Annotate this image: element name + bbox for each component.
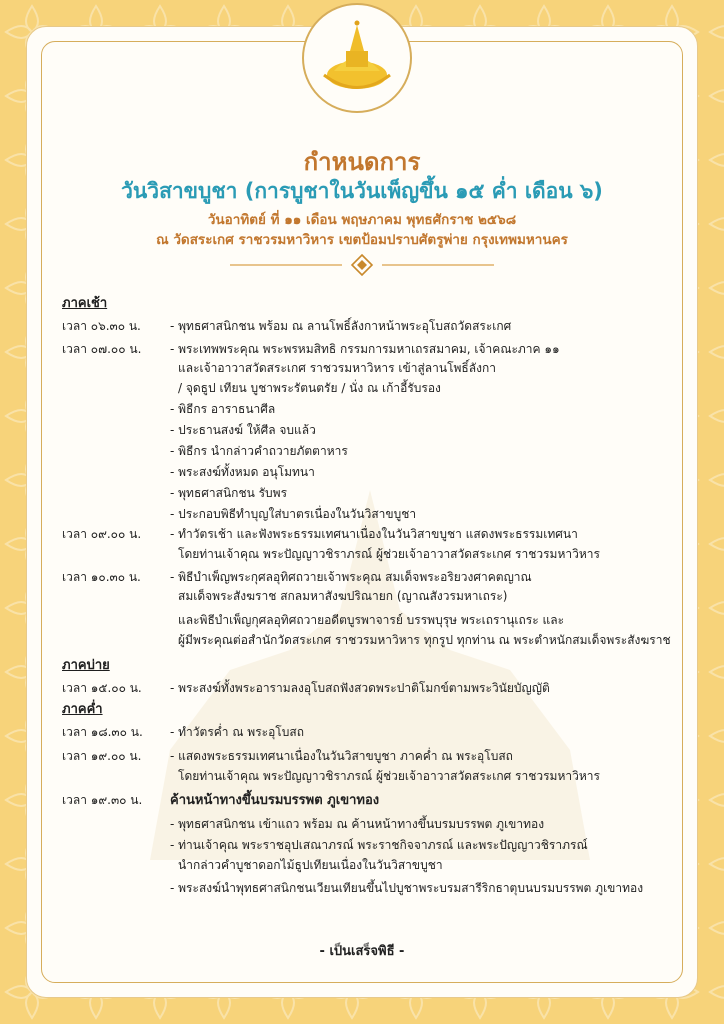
schedule-row xyxy=(62,318,511,334)
schedule-text: - ทำวัตรค่ำ ณ พระอุโบสถ xyxy=(170,725,304,739)
schedule-text: ผู้มีพระคุณต่อสำนักวัดสระเกศ ราชวรมหาวิหาร ทุกรูป ทุกท่าน ณ พระตำหนักสมเด็จพระสังฆราช xyxy=(178,633,671,647)
schedule-text: โดยท่านเจ้าคุณ พระปัญญาวชิราภรณ์ ผู้ช่วยเจ้าอาวาสวัดสระเกศ ราชวรมหาวิหาร xyxy=(178,547,600,561)
event-place: ณ วัดสระเกศ ราชวรมหาวิหาร เขตป้อมปราบศัตรูพ่าย กรุงเทพมหานคร xyxy=(156,232,568,248)
schedule-text: สมเด็จพระสังฆราช สกลมหาสังฆปริณายก (ญาณสังวรมหาเถระ) xyxy=(178,589,508,603)
schedule-text: - พุทธศาสนิกชน รับพร xyxy=(170,486,288,500)
schedule-row xyxy=(62,792,379,809)
schedule-text: - พิธีกร นำกล่าวคำถวายภัตตาหาร xyxy=(170,444,348,458)
section-morning: ภาคเช้า xyxy=(62,296,108,311)
schedule-row xyxy=(62,748,513,764)
event-date: วันอาทิตย์ ที่ ๑๑ เดือน พฤษภาคม พุทธศักราช ๒๕๖๘ xyxy=(207,212,517,228)
page-subtitle: วันวิสาขบูชา (การบูชาในวันเพ็ญขึ้น ๑๕ ค่ำ เดือน ๖) xyxy=(121,179,603,203)
schedule-text: - พิธีบำเพ็ญพระกุศลอุทิศถวายเจ้าพระคุณ สมเด็จพระอริยวงศาคตญาณ xyxy=(170,570,532,584)
schedule-text: ค้านหน้าทางขึ้นบรมบรรพต ภูเขาทอง xyxy=(170,793,380,808)
schedule-text: - แสดงพระธรรมเทศนาเนื่องในวันวิสาขบูชา ภาคค่ำ ณ พระอุโบสถ xyxy=(170,749,513,763)
schedule-time: เวลา ๑๙.๐๐ น. xyxy=(62,749,142,763)
schedule-text: - ทำวัตรเช้า และฟังพระธรรมเทศนาเนื่องในวันวิสาขบูชา แสดงพระธรรมเทศนา xyxy=(170,527,578,541)
golden-mount-logo-icon xyxy=(302,3,412,113)
schedule-text: - ท่านเจ้าคุณ พระราชอุปเสณาภรณ์ พระราชกิจจาภรณ์ และพระปัญญาวชิราภรณ์ xyxy=(170,838,588,852)
section-evening: ภาคค่ำ xyxy=(62,702,103,717)
schedule-text: - พระสงฆ์นำพุทธศาสนิกชนเวียนเทียนขึ้นไปบูชาพระบรมสารีริกธาตุบนบรมบรรพต ภูเขาทอง xyxy=(170,881,644,895)
schedule-row xyxy=(62,526,578,542)
schedule-time: เวลา ๑๙.๓๐ น. xyxy=(62,793,143,807)
schedule-text: และพิธีบำเพ็ญกุศลอุทิศถวายอดีตบูรพาจารย์ บรรพบุรุษ พระเถรานุเถระ และ xyxy=(178,613,565,627)
schedule-text: และเจ้าอาวาสวัดสระเกศ ราชวรมหาวิหาร เข้าสู่ลานโพธิ์ลังกา xyxy=(178,361,496,375)
schedule-text: นำกล่าวคำบูชาดอกไม้ธูปเทียนเนื่องในวันวิสาขบูชา xyxy=(178,858,443,872)
section-afternoon: ภาคบ่าย xyxy=(62,658,110,673)
page-title: กำหนดการ xyxy=(303,148,421,176)
schedule-time: เวลา ๐๗.๐๐ น. xyxy=(62,342,142,356)
schedule-content xyxy=(62,296,682,936)
closing-line: - เป็นเสร็จพิธี - xyxy=(319,944,405,959)
schedule-text: / จุดธูป เทียน บูชาพระรัตนตรัย / นั่ง ณ เก้าอี้รับรอง xyxy=(178,381,441,395)
schedule-row xyxy=(62,569,532,585)
schedule-text: - พระสงฆ์ทั้งพระอารามลงอุโบสถฟังสวดพระปาติโมกข์ตามพระวินัยบัญญัติ xyxy=(170,681,550,695)
schedule-time: เวลา ๑๘.๓๐ น. xyxy=(62,725,143,739)
schedule-text: - ประกอบพิธีทำบุญใส่บาตรเนื่องในวันวิสาขบูชา xyxy=(170,507,417,521)
schedule-text: - พิธีกร อาราธนาศีล xyxy=(170,402,276,416)
schedule-row xyxy=(62,680,550,696)
schedule-text: - พระสงฆ์ทั้งหมด อนุโมทนา xyxy=(170,465,315,479)
schedule-time: เวลา ๐๖.๓๐ น. xyxy=(62,319,141,333)
schedule-time: เวลา ๐๙.๐๐ น. xyxy=(62,527,142,541)
schedule-row xyxy=(62,341,560,357)
schedule-text: โดยท่านเจ้าคุณ พระปัญญาวชิราภรณ์ ผู้ช่วยเจ้าอาวาสวัดสระเกศ ราชวรมหาวิหาร xyxy=(178,769,600,783)
schedule-time: เวลา ๑๐.๓๐ น. xyxy=(62,570,141,584)
schedule-text: - ประธานสงฆ์ ให้ศีล จบแล้ว xyxy=(170,423,316,437)
schedule-text: - พระเทพพระคุณ พระพรหมสิทธิ กรรมการมหาเถรสมาคม, เจ้าคณะภาค ๑๑ xyxy=(170,342,560,356)
schedule-text: - พุทธศาสนิกชน พร้อม ณ ลานโพธิ์ลังกาหน้าพระอุโบสถวัดสระเกศ xyxy=(170,319,512,333)
lotus-ornament-icon xyxy=(230,254,494,276)
schedule-text: - พุทธศาสนิกชน เข้าแถว พร้อม ณ ค้านหน้าทางขึ้นบรมบรรพต ภูเขาทอง xyxy=(170,817,545,831)
schedule-time: เวลา ๑๕.๐๐ น. xyxy=(62,681,142,695)
schedule-row xyxy=(62,724,304,740)
